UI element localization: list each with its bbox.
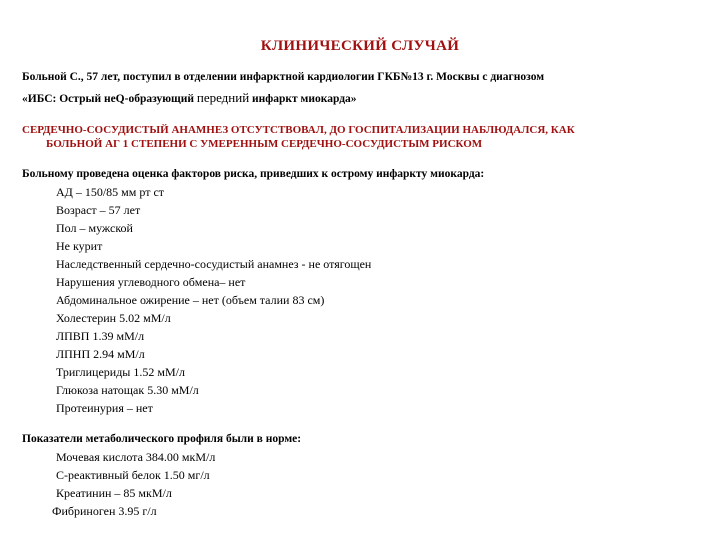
risk-item: ЛПНП 2.94 мМ/л <box>56 347 145 361</box>
risk-item: Абдоминальное ожирение – нет (объем талии 83 см) <box>56 293 325 307</box>
slide-title: КЛИНИЧЕСКИЙ СЛУЧАЙ <box>260 38 460 54</box>
risk-item: Возраст – 57 лет <box>56 203 141 217</box>
risk-item: Холестерин 5.02 мМ/л <box>56 311 171 325</box>
diagnosis-part-c: инфаркт миокарда» <box>252 93 357 105</box>
metabolic-item: Мочевая кислота 384.00 мкМ/л <box>56 450 216 464</box>
risk-item: ЛПВП 1.39 мМ/л <box>56 329 145 343</box>
risk-item: Не курит <box>56 239 103 253</box>
intro-line-2 <box>22 90 357 106</box>
diagnosis-part-a: «ИБС: Острый неQ-образующий <box>22 93 194 105</box>
metabolic-item: Фибриноген 3.95 г/л <box>52 504 157 518</box>
risk-item: Наследственный сердечно-сосудистый анамнез - не отягощен <box>56 257 372 271</box>
risk-item: Триглицериды 1.52 мМ/л <box>56 365 185 379</box>
intro-line-1: Больной С., 57 лет, поступил в отделении инфарктной кардиологии ГКБ№13 г. Москвы с диагнозом <box>22 71 545 83</box>
metabolic-item: Креатинин – 85 мкМ/л <box>56 486 172 500</box>
anamnesis-line-1: СЕРДЕЧНО-СОСУДИСТЫЙ АНАМНЕЗ ОТСУТСТВОВАЛ, ДО ГОСПИТАЛИЗАЦИИ НАБЛЮДАЛСЯ, КАК <box>22 124 575 136</box>
metabolic-item: С-реактивный белок 1.50 мг/л <box>56 468 210 482</box>
risk-heading: Больному проведена оценка факторов риска, приведших к острому инфаркту миокарда: <box>22 168 485 180</box>
metabolic-heading: Показатели метаболического профиля были в норме: <box>22 433 302 445</box>
risk-item: Нарушения углеводного обмена– нет <box>56 275 246 289</box>
anamnesis-line-2: БОЛЬНОЙ АГ 1 СТЕПЕНИ С УМЕРЕННЫМ СЕРДЕЧНО-СОСУДИСТЫМ РИСКОМ <box>46 138 483 150</box>
risk-item: Глюкоза натощак 5.30 мМ/л <box>56 383 199 397</box>
diagnosis-part-b: передний <box>196 90 250 105</box>
risk-item: Пол – мужской <box>56 221 133 235</box>
risk-item: Протеинурия – нет <box>56 401 153 415</box>
risk-item: АД – 150/85 мм рт ст <box>56 185 165 199</box>
